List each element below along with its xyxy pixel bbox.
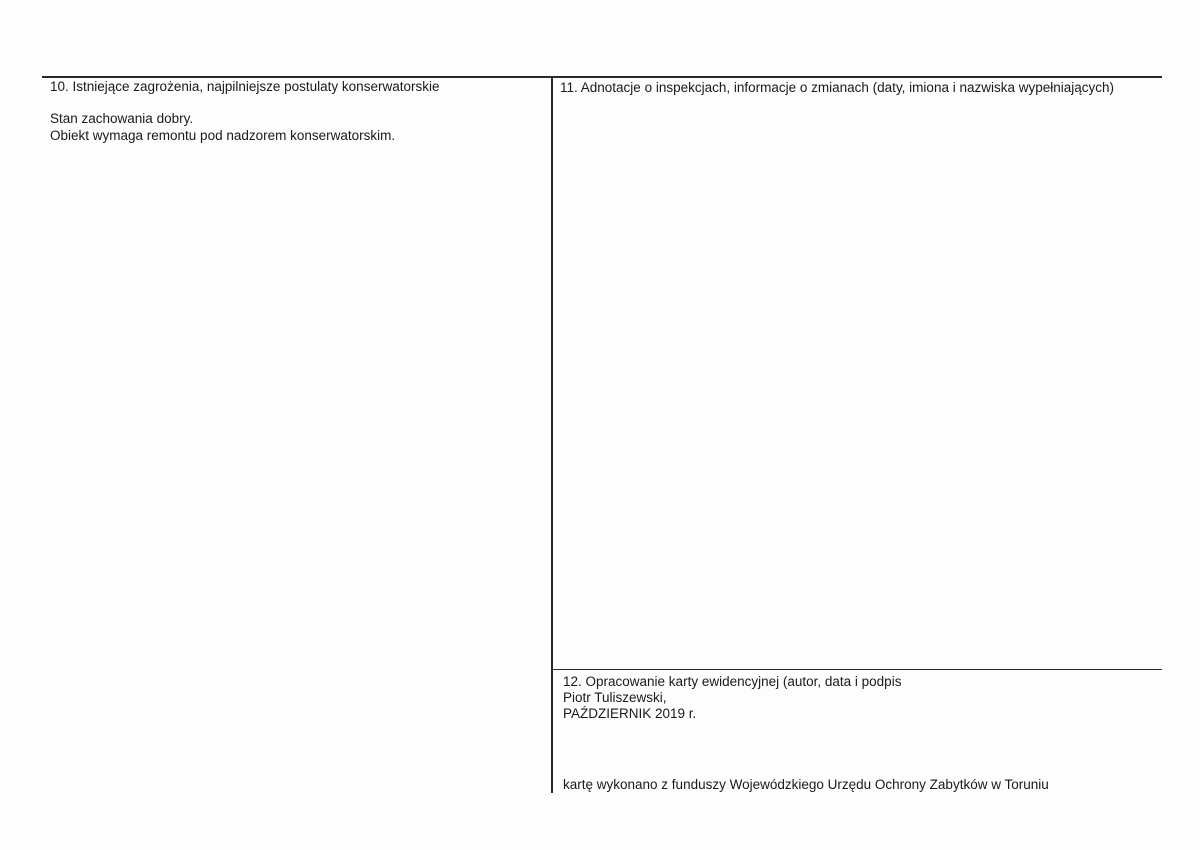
section-12-date: PAŹDZIERNIK 2019 r.	[563, 706, 697, 721]
top-divider	[42, 76, 1162, 78]
section-12-heading: 12. Opracowanie karty ewidencyjnej (autor, data i podpis	[563, 674, 902, 689]
section-10-line-1: Stan zachowania dobry.	[50, 111, 194, 126]
section-10-heading: 10. Istniejące zagrożenia, najpilniejsze postulaty konserwatorskie	[50, 79, 440, 94]
section-10-line-2: Obiekt wymaga remontu pod nadzorem konserwatorskim.	[50, 128, 396, 143]
section-12-divider	[552, 669, 1162, 670]
column-divider	[551, 77, 553, 793]
section-12-author: Piotr Tuliszewski,	[563, 690, 667, 705]
funding-note: kartę wykonano z funduszy Wojewódzkiego Urzędu Ochrony Zabytków w Toruniu	[563, 777, 1049, 792]
section-11-heading: 11. Adnotacje o inspekcjach, informacje o zmianach (daty, imiona i nazwiska wypełniających)	[560, 80, 1115, 95]
